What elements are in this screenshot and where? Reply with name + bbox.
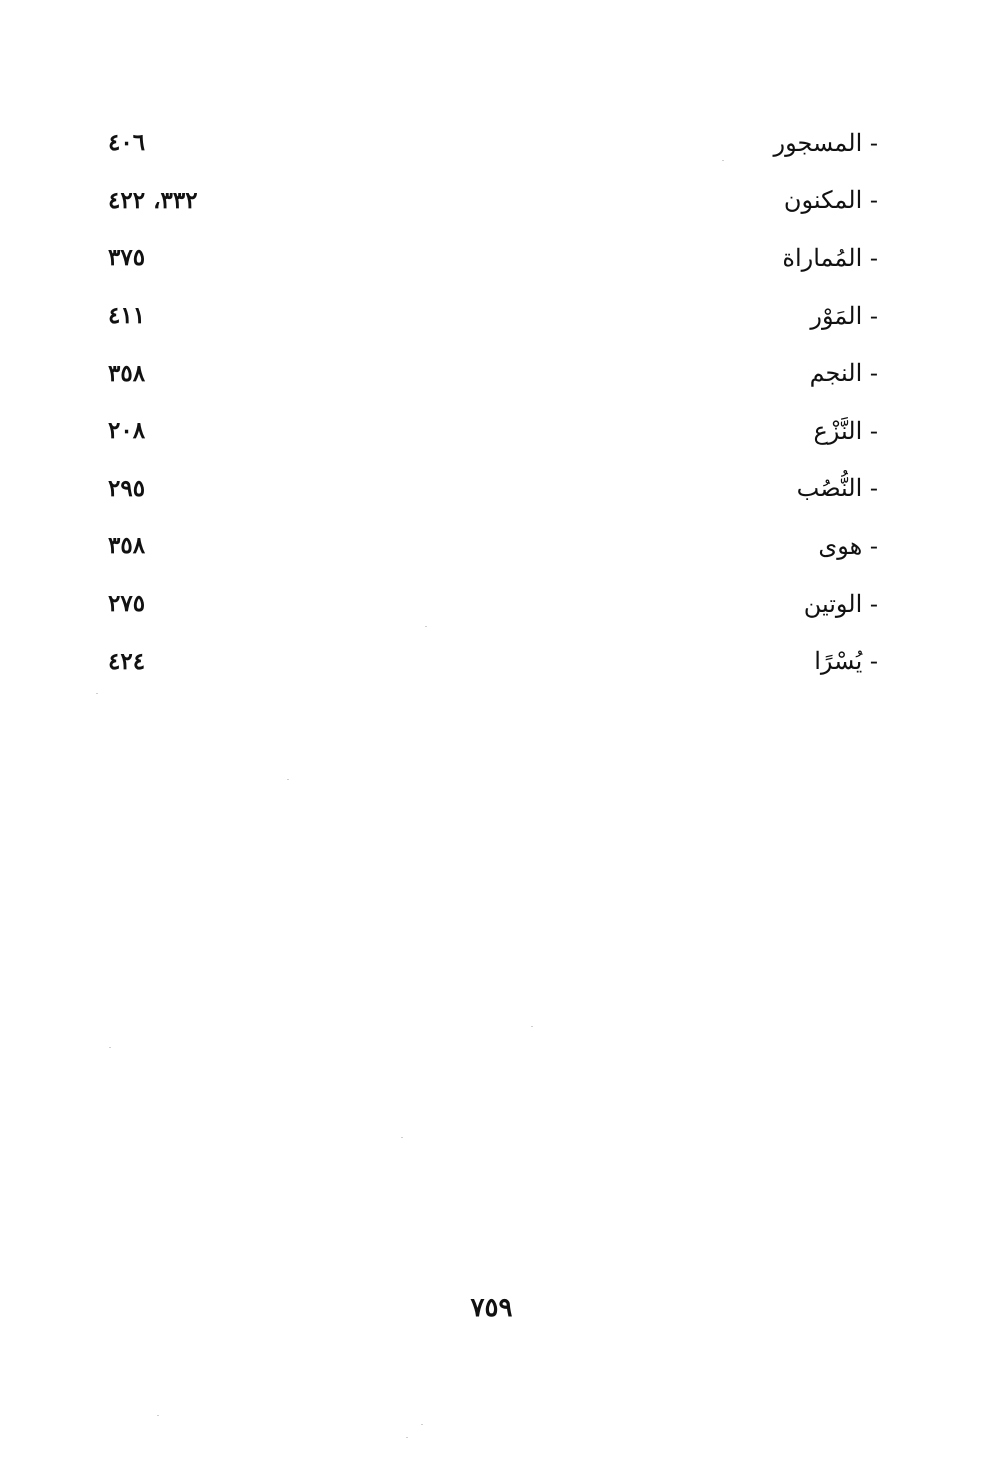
index-page-refs: ٣٣٢، ٤٢٢ <box>108 186 198 214</box>
scan-speck <box>531 1026 533 1027</box>
index-page-refs: ٣٥٨ <box>108 532 146 560</box>
scan-speck <box>406 1437 408 1438</box>
index-page-refs: ٢٠٨ <box>108 417 146 445</box>
index-term: - يُسْرًا <box>814 647 878 676</box>
index-term: - المسجور <box>773 128 878 157</box>
index-entry <box>108 229 878 287</box>
index-entry <box>108 575 878 633</box>
scan-speck <box>109 1047 111 1048</box>
scan-speck <box>722 160 724 161</box>
index-term: - هوى <box>818 531 878 560</box>
index-entry <box>108 172 878 230</box>
index-term: - المُماراة <box>782 243 878 272</box>
index-term: - المَوْر <box>810 301 878 330</box>
index-page-refs: ٤٢٤ <box>108 647 146 675</box>
index-page-refs: ٣٥٨ <box>108 359 146 387</box>
scan-speck <box>287 779 289 780</box>
index-entry <box>108 517 878 575</box>
index-term: - النجم <box>809 359 878 388</box>
index-entry <box>108 460 878 518</box>
index-entry <box>108 114 878 172</box>
page-number: ٧٥٩ <box>470 1293 513 1323</box>
index-entry <box>108 402 878 460</box>
scan-speck <box>401 1137 403 1138</box>
index-page-refs: ٢٩٥ <box>108 474 146 502</box>
index-page-refs: ٢٧٥ <box>108 590 146 618</box>
scan-speck <box>425 626 427 627</box>
index-term: - المكنون <box>783 186 878 215</box>
index-page-refs: ٤١١ <box>108 302 146 330</box>
scan-speck <box>421 1424 423 1425</box>
index-term: - النُّصُب <box>796 474 878 503</box>
index-page-refs: ٤٠٦ <box>108 129 146 157</box>
index-entry <box>108 632 878 690</box>
index-entry <box>108 287 878 345</box>
scan-speck <box>96 693 98 694</box>
index-list <box>108 114 878 690</box>
scan-speck <box>157 1415 159 1416</box>
index-term: - الوتين <box>803 589 878 618</box>
index-page-refs: ٣٧٥ <box>108 244 146 272</box>
index-term: - النَّزْع <box>813 416 878 445</box>
index-entry <box>108 344 878 402</box>
